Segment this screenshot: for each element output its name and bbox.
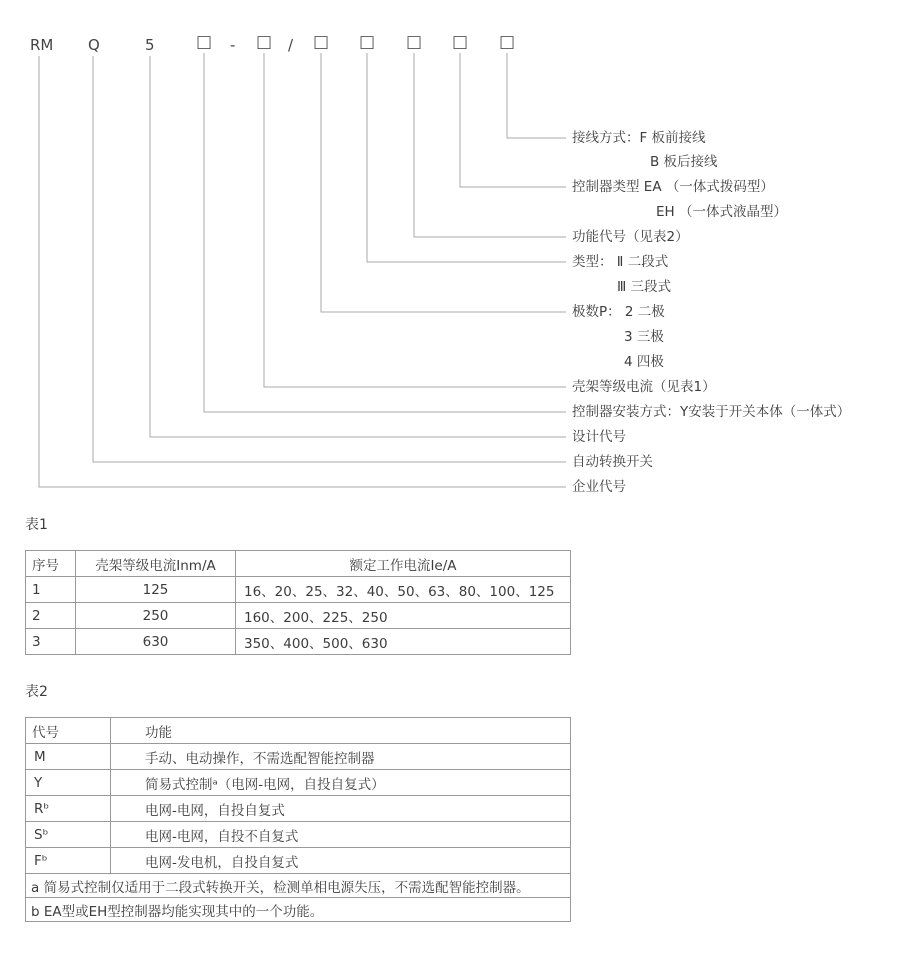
code-part-prefix: RM <box>30 36 54 54</box>
label-controller-type: 控制器类型 EA （一体式拨码型） <box>572 179 774 195</box>
table1-header-cell: 额定工作电流Ie/A <box>236 551 571 577</box>
table2-header-row <box>26 718 571 744</box>
table-cell: 电网-发电机，自投自复式 <box>111 848 571 874</box>
label-poles-3: 3 三极 <box>624 329 664 345</box>
table-cell: M <box>26 744 111 770</box>
table-cell: 手动、电动操作，不需选配智能控制器 <box>111 744 571 770</box>
label-company-code: 企业代号 <box>572 479 626 495</box>
table-footnote-cell: a 简易式控制仅适用于二段式转换开关，检测单相电源失压，不需选配智能控制器。 <box>26 874 571 898</box>
table-cell: 1 <box>26 577 76 603</box>
code-part-design: 5 <box>145 36 155 54</box>
table-cell: Fᵇ <box>26 848 111 874</box>
table2 <box>25 717 571 922</box>
label-ats: 自动转换开关 <box>572 454 653 470</box>
table1 <box>25 550 571 655</box>
code-box: □ <box>313 32 330 52</box>
table-cell: 3 <box>26 629 76 655</box>
label-poles-4: 4 四极 <box>624 354 664 370</box>
label-function-code: 功能代号（见表2） <box>572 229 689 245</box>
table-row <box>26 629 571 655</box>
label-type: 类型： Ⅱ 二段式 <box>572 254 669 270</box>
table-cell: 电网-电网，自投不自复式 <box>111 822 571 848</box>
label-wiring-mode: 接线方式：F 板前接线 <box>572 130 706 146</box>
table-cell: 250 <box>76 603 236 629</box>
code-part-letter: Q <box>88 36 100 54</box>
code-box: □ <box>452 32 469 52</box>
table-cell: Rᵇ <box>26 796 111 822</box>
code-box: □ <box>196 32 213 52</box>
code-part-slash: / <box>288 36 294 54</box>
table-row <box>26 577 571 603</box>
table-row <box>26 603 571 629</box>
label-poles: 极数P： 2 二极 <box>572 304 665 320</box>
table-row <box>26 770 571 796</box>
table2-caption: 表2 <box>25 684 48 700</box>
label-controller-type-eh: EH （一体式液晶型） <box>656 204 787 220</box>
table-cell: 630 <box>76 629 236 655</box>
label-controller-mount: 控制器安装方式：Y安装于开关本体（一体式） <box>572 404 851 420</box>
code-part-dash: - <box>230 36 236 54</box>
table1-header-cell: 壳架等级电流Inm/A <box>76 551 236 577</box>
code-box: □ <box>359 32 376 52</box>
table-row <box>26 744 571 770</box>
code-box: □ <box>406 32 423 52</box>
table-row <box>26 796 571 822</box>
table2-header-cell: 功能 <box>111 718 571 744</box>
table-cell: 16、20、25、32、40、50、63、80、100、125 <box>236 577 571 603</box>
label-type-iii: Ⅲ 三段式 <box>617 279 672 295</box>
table-cell: 160、200、225、250 <box>236 603 571 629</box>
table1-header-cell: 序号 <box>26 551 76 577</box>
table-row <box>26 822 571 848</box>
label-wiring-mode-b: B 板后接线 <box>650 154 718 170</box>
table2-header-cell: 代号 <box>26 718 111 744</box>
table-cell: Y <box>26 770 111 796</box>
table-footnote-row <box>26 898 571 922</box>
label-design-code: 设计代号 <box>572 429 626 445</box>
code-box: □ <box>499 32 516 52</box>
code-box: □ <box>256 32 273 52</box>
table-cell: 简易式控制ᵃ（电网-电网，自投自复式） <box>111 770 571 796</box>
table-cell: 电网-电网，自投自复式 <box>111 796 571 822</box>
label-frame-current: 壳架等级电流（见表1） <box>572 379 716 395</box>
table1-caption: 表1 <box>25 517 48 533</box>
table-cell: Sᵇ <box>26 822 111 848</box>
table-footnote-cell: b EA型或EH型控制器均能实现其中的一个功能。 <box>26 898 571 922</box>
table-cell: 350、400、500、630 <box>236 629 571 655</box>
table1-header-row <box>26 551 571 577</box>
table-cell: 2 <box>26 603 76 629</box>
table-row <box>26 848 571 874</box>
table-cell: 125 <box>76 577 236 603</box>
table-footnote-row <box>26 874 571 898</box>
